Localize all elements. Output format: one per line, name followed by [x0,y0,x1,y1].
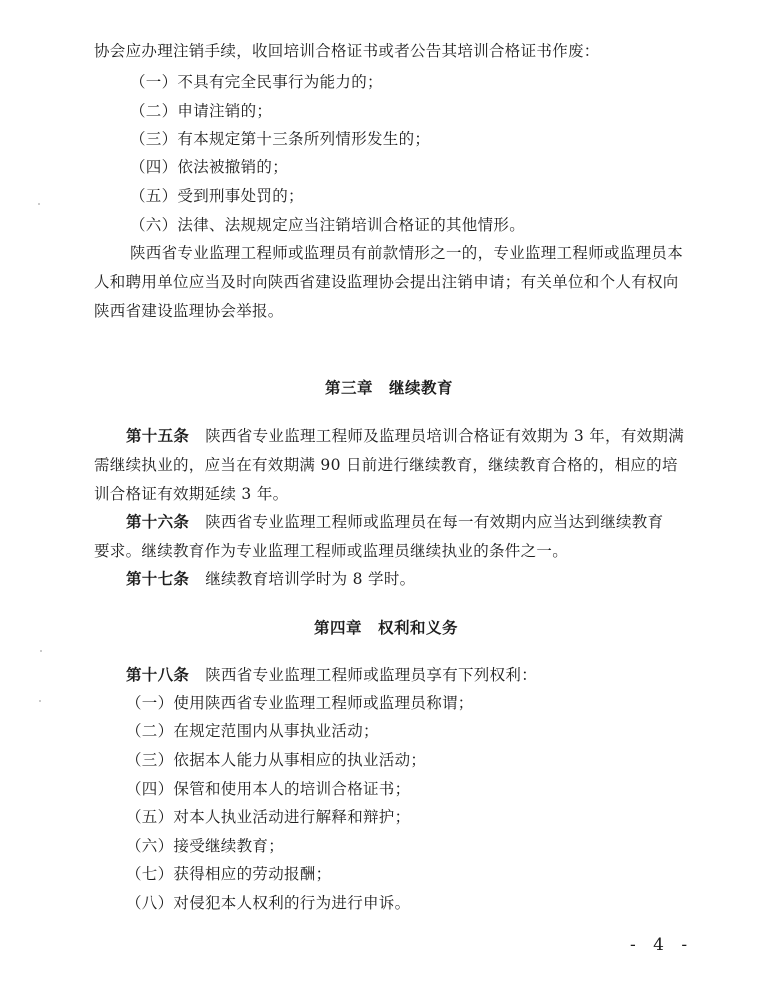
article-paragraph [126,511,663,533]
article-paragraph [126,425,684,447]
article-text: 陕西省专业监理工程师或监理员享有下列权利： [205,666,538,684]
list-item: （二）在规定范围内从事执业活动； [126,722,379,740]
list-item: （一）不具有完全民事行为能力的； [130,73,383,91]
scan-speck [39,700,41,702]
scan-speck [38,203,40,205]
list-item: （三）依据本人能力从事相应的执业活动； [126,751,427,769]
article-text: 陕西省专业监理工程师及监理员培训合格证有效期为 3 年，有效期满 [205,427,685,445]
continued-paragraph: 协会应办理注销手续，收回培训合格证书或者公告其培训合格证书作废： [94,42,600,60]
article-label: 第十八条 [126,665,190,684]
chapter-title: 继续教育 [389,378,454,397]
list-item: （五）对本人执业活动进行解释和辩护； [126,808,411,826]
list-item: （四）依法被撤销的； [130,158,289,176]
paragraph-line: 陕西省建设监理协会举报。 [94,302,284,320]
paragraph-line: 陕西省专业监理工程师或监理员有前款情形之一的，专业监理工程师或监理员本 [130,244,684,262]
article-label: 第十七条 [126,569,190,588]
article-text: 陕西省专业监理工程师或监理员在每一有效期内应当达到继续教育 [205,513,664,531]
article-paragraph [126,664,537,686]
paragraph-line: 训合格证有效期延续 3 年。 [94,485,289,503]
paragraph-line: 要求。继续教育作为专业监理工程师或监理员继续执业的条件之一。 [94,542,569,560]
article-paragraph [126,568,415,590]
article-label: 第十五条 [126,426,190,445]
paragraph-line: 人和聘用单位应当及时向陕西省建设监理协会提出注销申请；有关单位和个人有权向 [94,273,679,291]
list-item: （七）获得相应的劳动报酬； [126,865,332,883]
page-number: - 4 - [630,935,694,955]
list-item: （四）保管和使用本人的培训合格证书； [126,780,411,798]
chapter-heading [314,617,458,639]
article-text: 继续教育培训学时为 8 学时。 [205,570,416,588]
list-item: （二）申请注销的； [130,102,273,120]
list-item: （六）法律、法规规定应当注销培训合格证的其他情形。 [130,216,526,234]
paragraph-line: 需继续执业的，应当在有效期满 90 日前进行继续教育，继续教育合格的，相应的培 [94,456,678,474]
chapter-title: 权利和义务 [378,618,459,637]
article-label: 第十六条 [126,512,190,531]
list-item: （五）受到刑事处罚的； [130,187,304,205]
chapter-number: 第三章 [325,378,374,397]
chapter-number: 第四章 [314,618,363,637]
list-item: （一）使用陕西省专业监理工程师或监理员称谓； [126,694,474,712]
list-item: （六）接受继续教育； [126,837,285,855]
list-item: （八）对侵犯本人权利的行为进行申诉。 [126,894,411,912]
chapter-heading [325,377,453,399]
scan-speck [40,650,42,652]
list-item: （三）有本规定第十三条所列情形发生的； [130,130,431,148]
